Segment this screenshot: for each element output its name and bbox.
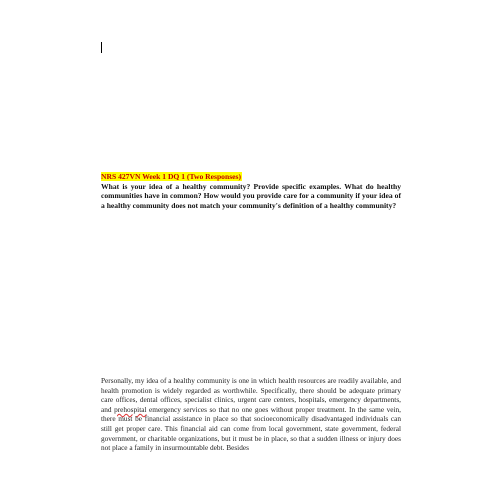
response-paragraph — [101, 376, 401, 453]
discussion-question-block — [101, 172, 401, 210]
document-title: NRS 427VN Week 1 DQ 1 (Two Responses) — [101, 172, 241, 181]
paragraph-text-start: Personally, my idea of a healthy community is one in which health resources are readily available, and health promotion is widely regarded as worthwhile. Specifically, there should be adequate primary care offices, dental offices, specialist clinics, urgent care centers, hospitals, emergency departments, and — [101, 376, 401, 414]
spellcheck-flagged-word[interactable]: prehospital — [114, 404, 147, 414]
discussion-question: What is your idea of a healthy community? Provide specific examples. What do healthy communities have in common? How would you provide care for a community if your idea of a healthy community does not match your community's definition of a healthy community? — [101, 181, 401, 210]
paragraph-text-end: emergency services so that no one goes without proper treatment. In the same vein, there must be financial assistance in place so that socioeconomically disadvantaged individuals can still get proper care. This financial aid can come from local government, state government, federal government, or charitable organizations, but it must be in place, so that a sudden illness or injury does not place a family in insurmountable debt. Besides — [101, 404, 401, 453]
text-cursor — [101, 42, 102, 53]
